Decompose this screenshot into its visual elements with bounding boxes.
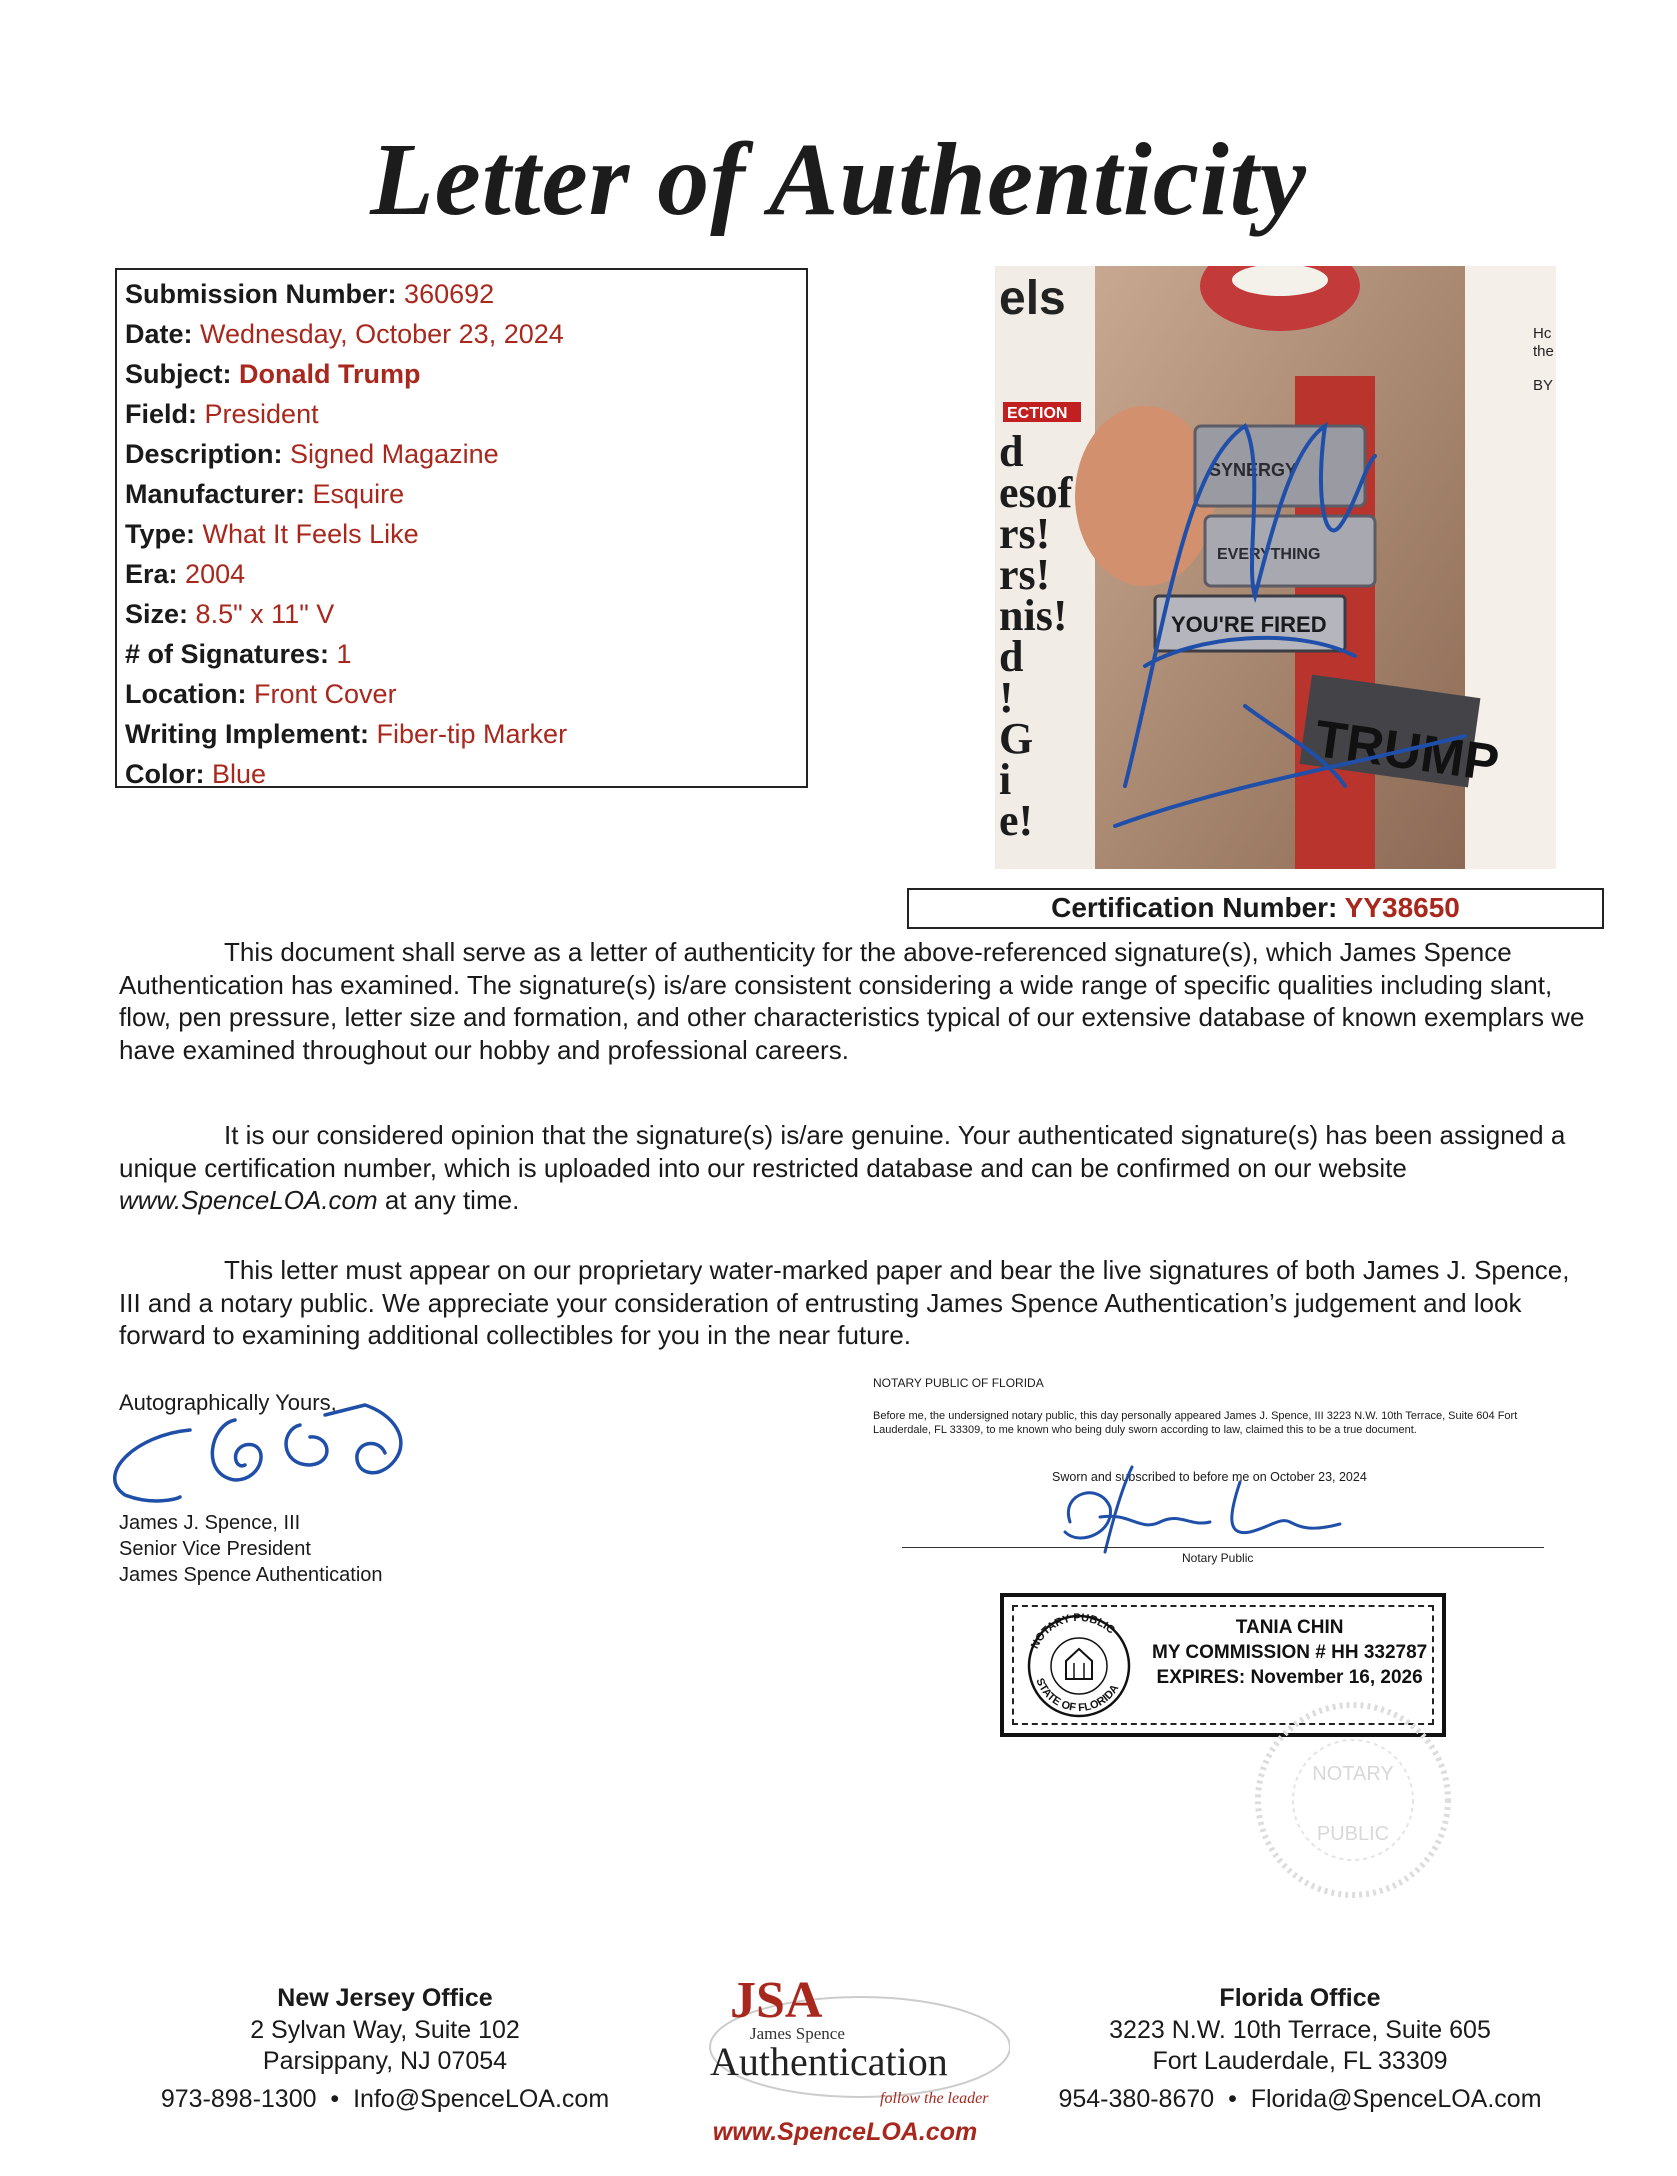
info-row (125, 274, 798, 314)
cover-side-text: BY (1533, 377, 1554, 394)
notary-statement: Before me, the undersigned notary public, this day personally appeared James J. Spence, III 3223 N.W. 10th Terrace, Suite 604 Fort Lauderdale, FL 33309, to me known who being duly sworn according to law, claimed this to be a true document. (873, 1410, 1518, 1436)
nj-email[interactable]: Info@SpenceLOA.com (353, 2084, 610, 2113)
nj-phone: 973-898-1300 (160, 2084, 317, 2113)
florida-office (1040, 1983, 1560, 2115)
signed-item-photo (995, 266, 1556, 869)
signatory-name: James J. Spence, III (119, 1512, 301, 1534)
info-row (125, 674, 798, 714)
nj-address-line1: 2 Sylvan Way, Suite 102 (250, 2015, 520, 2044)
fl-email[interactable]: Florida@SpenceLOA.com (1250, 2084, 1542, 2113)
info-row (125, 514, 798, 554)
paragraph-3 (119, 1254, 1589, 1352)
info-value: Esquire (312, 479, 405, 509)
info-value: 360692 (404, 279, 495, 309)
notary-signature (1040, 1462, 1380, 1557)
fl-address-line1: 3223 N.W. 10th Terrace, Suite 605 (1109, 2015, 1491, 2044)
info-label: Submission Number: (125, 279, 397, 309)
cover-plate-3: YOU'RE FIRED (1171, 612, 1327, 637)
cover-top-text: els (999, 272, 1066, 325)
nj-office-title: New Jersey Office (277, 1984, 493, 2012)
info-value: What It Feels Like (202, 519, 419, 549)
info-value: 1 (336, 639, 352, 669)
certification-number: YY38650 (1344, 892, 1460, 923)
cover-headline-line: rs! (999, 550, 1051, 599)
info-row (125, 474, 798, 514)
notary-public-label: Notary Public (1182, 1551, 1254, 1565)
submission-details-box (115, 268, 808, 788)
paragraph-2 (119, 1119, 1589, 1217)
stamp-text (1152, 1615, 1427, 1690)
info-row (125, 634, 798, 674)
fl-phone: 954-380-8670 (1058, 2084, 1215, 2113)
info-row (125, 714, 798, 754)
info-value: Signed Magazine (290, 439, 499, 469)
cover-headline-line: rs! (999, 509, 1051, 558)
seal-bottom-text: STATE OF FLORIDA (1033, 1676, 1122, 1715)
certification-label: Certification Number: (1051, 892, 1338, 923)
info-label: Size: (125, 599, 189, 629)
paragraph-1 (119, 936, 1589, 1066)
embossed-seal (1218, 1700, 1488, 1900)
jsa-mark: JSA (730, 1972, 823, 2029)
paragraph-1-text: This document shall serve as a letter of authenticity for the above-referenced signature(s), which James Spence Authentication has examined. The signature(s) is/are consistent considering a wide range of specific qualities including slant, flow, pen pressure, letter size and formation, and other characteristics typical of our extensive database of known exemplars we have examined throughout our hobby and professional careers. (119, 937, 1585, 1065)
closing-text: Autographically Yours, (119, 1390, 337, 1415)
emboss-bottom-text: PUBLIC (1316, 1823, 1390, 1845)
certification-number-box (907, 888, 1604, 929)
paragraph-3-text: This letter must appear on our proprietary water-marked paper and bear the live signatures of both James J. Spence, III and a notary public. We appreciate your consideration of entrusting James Spence Authentication’s judgement and look forward to examining additional collectibles for you in the near future. (119, 1255, 1570, 1350)
info-value: President (204, 399, 319, 429)
info-row (125, 594, 798, 634)
signatory-block (119, 1510, 383, 1588)
spence-signature (95, 1385, 435, 1505)
info-label: # of Signatures: (125, 639, 330, 669)
info-row (125, 314, 798, 354)
magazine-cover-image (995, 266, 1556, 869)
info-label: Writing Implement: (125, 719, 370, 749)
info-label: Era: (125, 559, 178, 589)
notary-signature-line (902, 1547, 1544, 1548)
stamp-expires: EXPIRES: November 16, 2026 (1156, 1667, 1423, 1688)
info-value: Front Cover (254, 679, 397, 709)
info-label: Manufacturer: (125, 479, 306, 509)
cover-headline-line: ! (999, 673, 1014, 722)
info-value: Wednesday, October 23, 2024 (200, 319, 564, 349)
cover-headline-line: G (999, 714, 1034, 763)
cover-plate-2: EVERYTHING (1217, 546, 1321, 563)
sworn-statement: Sworn and subscribed to before me on October 23, 2024 (1052, 1470, 1367, 1484)
fl-address-line2: Fort Lauderdale, FL 33309 (1152, 2047, 1448, 2075)
signatory-company: James Spence Authentication (119, 1564, 383, 1586)
jsa-subtitle: James Spence (750, 2024, 845, 2043)
cover-headline-line: e! (999, 796, 1034, 845)
signatory-role: Senior Vice President (119, 1538, 311, 1560)
cover-headline-line: esof (999, 468, 1073, 517)
website-link[interactable]: www.SpenceLOA.com (119, 1185, 378, 1215)
info-label: Subject: (125, 359, 232, 389)
info-row (125, 554, 798, 594)
info-value: 8.5" x 11" V (195, 599, 335, 629)
info-row (125, 434, 798, 474)
jsa-website[interactable]: www.SpenceLOA.com (712, 2118, 978, 2146)
fl-office-title: Florida Office (1219, 1984, 1381, 2012)
info-label: Date: (125, 319, 193, 349)
jsa-logo (680, 1955, 1010, 2145)
cover-headline-line: d (999, 632, 1024, 681)
stamp-commission: MY COMMISSION # HH 332787 (1152, 1642, 1428, 1663)
notary-header: NOTARY PUBLIC OF FLORIDA (873, 1376, 1044, 1390)
cover-headline-line: d (999, 427, 1024, 476)
cover-side-text: Hc (1533, 325, 1552, 342)
jsa-tagline: follow the leader (880, 2090, 989, 2107)
nj-address-line2: Parsippany, NJ 07054 (262, 2047, 508, 2075)
info-value: Donald Trump (239, 359, 421, 389)
paragraph-2-text: It is our considered opinion that the signature(s) is/are genuine. Your authenticated signature(s) has been assigned a unique certification number, which is uploaded into our restricted database and can be confirmed on our website (119, 1120, 1566, 1183)
info-label: Description: (125, 439, 283, 469)
cover-side-text: the (1533, 343, 1554, 360)
info-row (125, 394, 798, 434)
info-label: Location: (125, 679, 247, 709)
info-label: Color: (125, 759, 205, 789)
new-jersey-office (130, 1983, 640, 2115)
info-label: Type: (125, 519, 196, 549)
info-label: Field: (125, 399, 197, 429)
emboss-top-text: NOTARY (1312, 1763, 1394, 1785)
cover-headline-line: nis! (999, 591, 1068, 640)
info-value: 2004 (185, 559, 246, 589)
jsa-wordmark: Authentication (710, 2039, 948, 2084)
info-row (125, 354, 798, 394)
florida-seal-icon (1022, 1611, 1137, 1719)
cover-headline-line: i (999, 755, 1012, 804)
info-value: Fiber-tip Marker (376, 719, 568, 749)
info-value: Blue (212, 759, 267, 789)
cover-plate-1: SYNERGY (1209, 460, 1298, 480)
cover-plate-trump: TRUMP (1311, 709, 1503, 794)
info-row (125, 754, 798, 794)
bullet-icon: • (1221, 2084, 1244, 2113)
seal-top-text: NOTARY PUBLIC (1028, 1611, 1117, 1651)
stamp-name: TANIA CHIN (1235, 1617, 1344, 1638)
bullet-icon: • (323, 2084, 347, 2113)
cover-section-text: ECTION (1007, 405, 1068, 422)
paragraph-2-tail: at any time. (377, 1185, 520, 1215)
document-title: Letter of Authenticity (370, 122, 1307, 237)
